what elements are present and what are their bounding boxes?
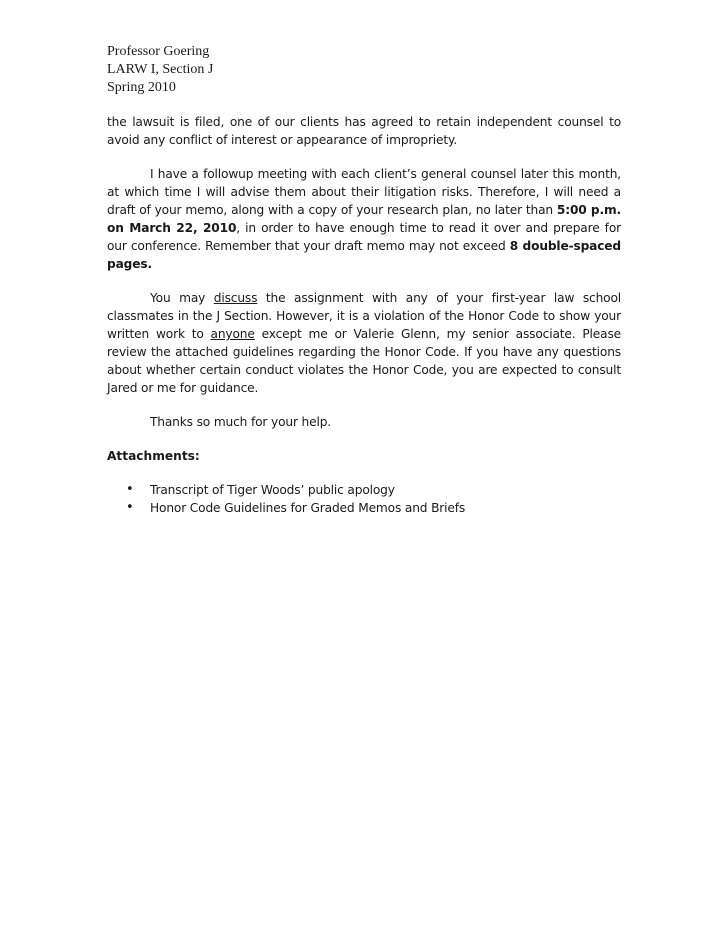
list-item	[126, 499, 621, 517]
attachment-label: Transcript of Tiger Woods’ public apology	[150, 483, 395, 497]
page-limit: 8 double-spaced pages.	[107, 239, 621, 271]
document-page	[107, 43, 621, 517]
professor-name: Professor Goering	[107, 44, 210, 59]
anyone-underlined: anyone	[210, 327, 255, 341]
paragraph-honor-code	[107, 289, 621, 397]
honor-text-3: except me or Valerie Glenn, my senior associate. Please review the attached guidelines regarding the Honor Code. If you have any questions about whether certain conduct violates the Honor Code, you are expected to consult Jared or me for guidance.	[107, 327, 621, 395]
attachments-heading: Attachments:	[107, 449, 200, 463]
letter-header	[107, 43, 621, 97]
paragraph-continuation: the lawsuit is filed, one of our clients has agreed to retain independent counsel to avoid any conflict of interest or appearance of impropriety.	[107, 115, 621, 147]
deadline-text-1: I have a followup meeting with each client’s general counsel later this month, at which time I will advise them about their litigation risks. Therefore, I will need a draft of your memo, along with a copy of your research plan, no later than	[107, 167, 621, 217]
discuss-underlined: discuss	[213, 291, 258, 305]
list-item	[126, 481, 621, 499]
attachments-list	[107, 481, 621, 517]
course-section: LARW I, Section J	[107, 62, 214, 77]
honor-text-2: the assignment with any of your first-year law school classmates in the J Section. However, it is a violation of the Honor Code to show your written work to	[107, 291, 621, 341]
bullet-icon: •	[126, 482, 134, 497]
paragraph-deadline	[107, 165, 621, 273]
honor-text-1: You may	[150, 291, 214, 305]
paragraph-thanks: Thanks so much for your help.	[150, 415, 331, 429]
term: Spring 2010	[107, 80, 176, 95]
bullet-icon: •	[126, 500, 134, 515]
deadline-text-2: , in order to have enough time to read it over and prepare for our conference. Remember that your draft memo may not exceed	[107, 221, 621, 253]
deadline-date: 5:00 p.m. on March 22, 2010	[107, 203, 621, 235]
attachment-label: Honor Code Guidelines for Graded Memos and Briefs	[150, 501, 466, 515]
